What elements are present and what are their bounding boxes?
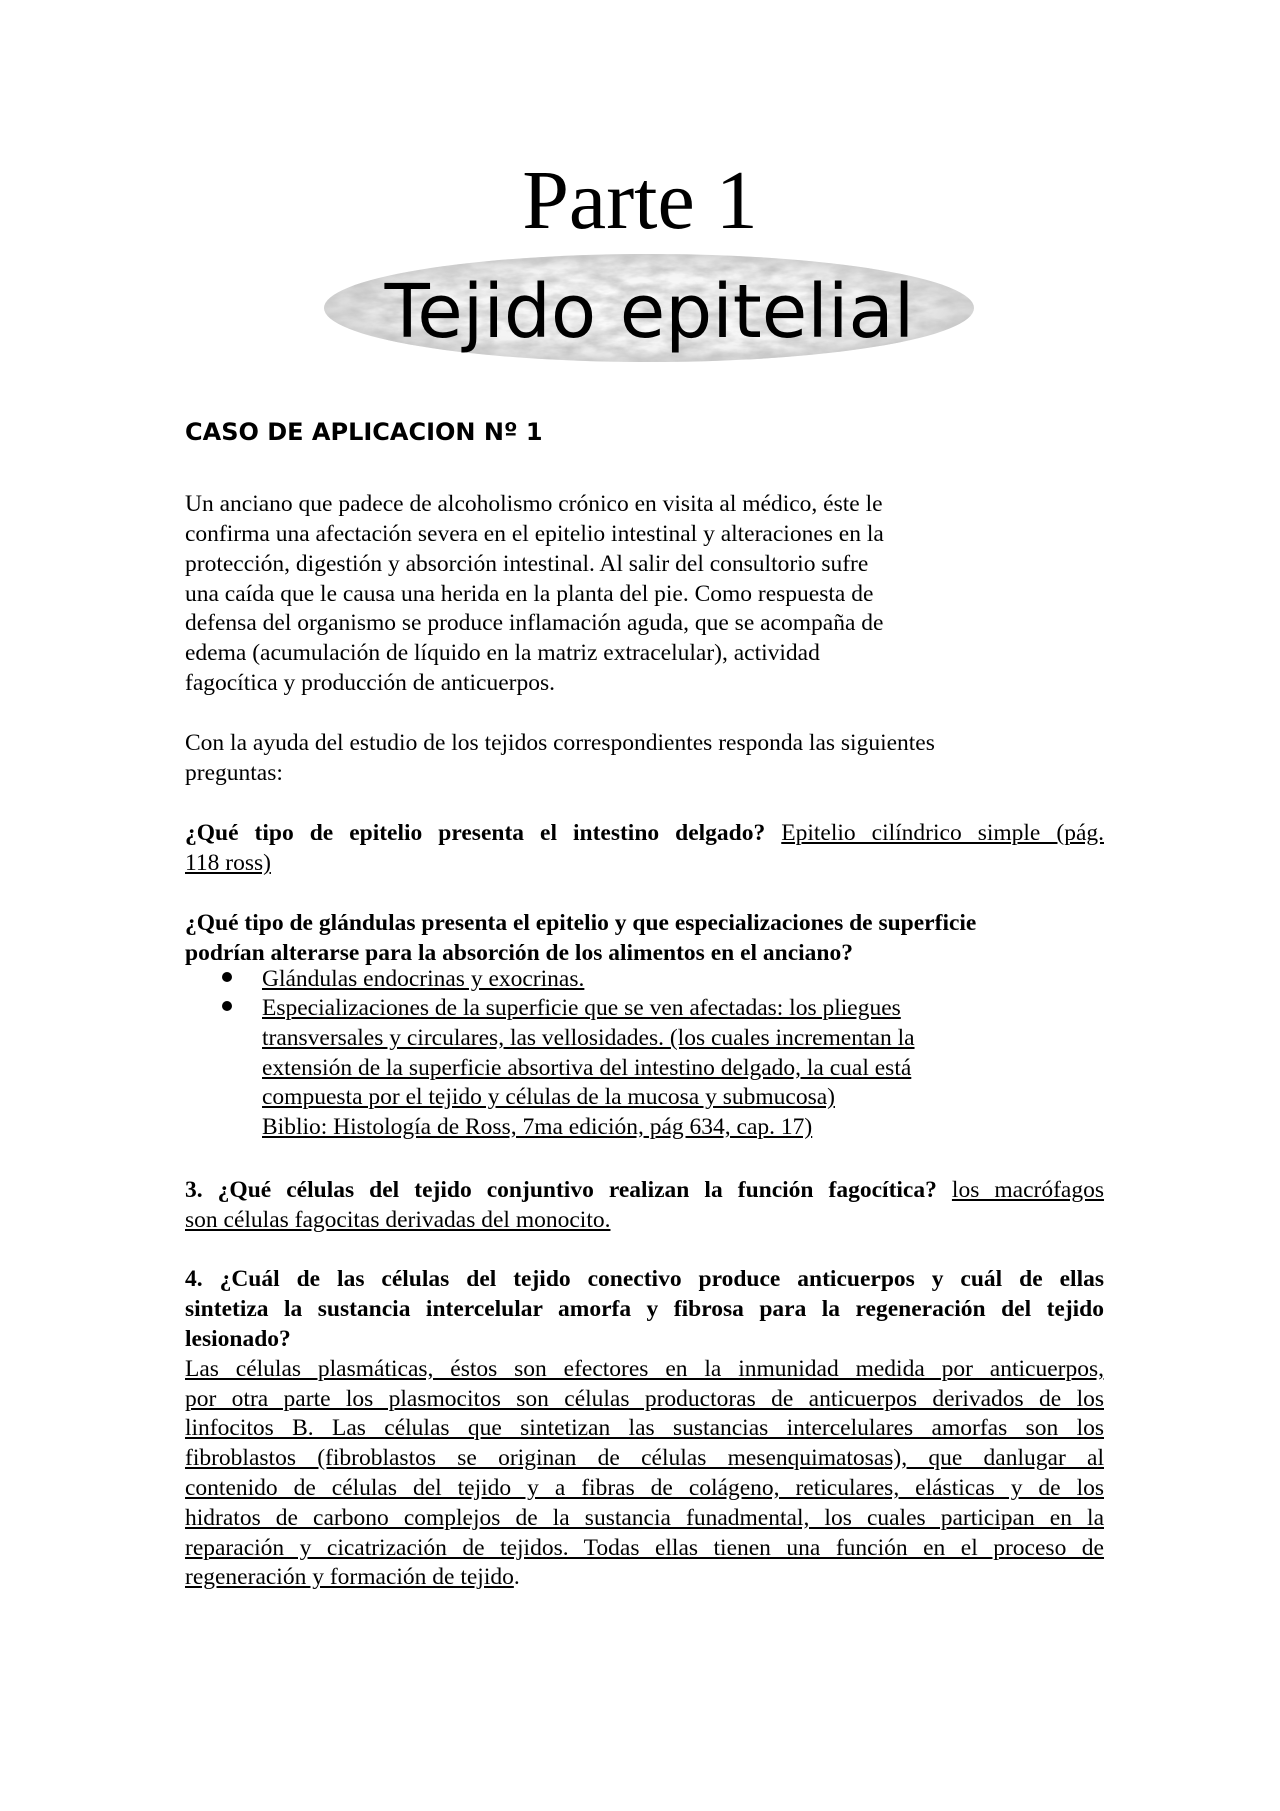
intro-line: edema (acumulación de líquido en la matriz extracelular), actividad	[185, 640, 820, 666]
intro-line: protección, digestión y absorción intestinal. Al salir del consultorio sufre	[185, 551, 869, 577]
bullet-item: Especializaciones de la superficie que se ven afectadas: los pliegues	[262, 995, 901, 1021]
intro-line: Un anciano que padece de alcoholismo crónico en visita al médico, éste le	[185, 491, 883, 517]
intro-line: confirma una afectación severa en el epitelio intestinal y alteraciones en la	[185, 521, 884, 547]
part-title: Parte 1	[522, 154, 758, 247]
answer-3: los macrófagos	[951, 1177, 1105, 1203]
title-banner	[322, 252, 977, 364]
question-3	[185, 1175, 1104, 1205]
answer-4-line: por otra parte los plasmocitos son células productoras de anticuerpos derivados de los	[185, 1386, 1104, 1412]
instruction-line: preguntas:	[185, 760, 283, 786]
case-heading: CASO DE APLICACION Nº 1	[185, 418, 543, 446]
question-1-text: ¿Qué tipo de epitelio presenta el intestino delgado?	[185, 820, 766, 846]
bibliography-note: Biblio: Histología de Ross, 7ma edición, pág 634, cap. 17)	[262, 1114, 813, 1140]
intro-line: defensa del organismo se produce inflamación aguda, que se acompaña de	[185, 610, 884, 636]
answer-3-cont: son células fagocitas derivadas del monocito.	[185, 1207, 611, 1233]
answer-1-cont: 118 ross)	[185, 850, 271, 876]
answer-4-last-line	[185, 1562, 520, 1592]
bullet-icon	[222, 1001, 232, 1011]
bullet-item: Glándulas endocrinas y exocrinas.	[262, 966, 585, 992]
answer-4-line: contenido de células del tejido y a fibras de colágeno, reticulares, elásticas y de los	[185, 1475, 1104, 1501]
answer-4-period: .	[513, 1564, 520, 1590]
question-1	[185, 818, 1104, 848]
bullet-item-cont: compuesta por el tejido y células de la mucosa y submucosa)	[262, 1084, 835, 1110]
answer-4-line: reparación y cicatrización de tejidos. Todas ellas tienen una función en el proceso de	[185, 1535, 1104, 1561]
answer-4-last: regeneración y formación de tejido	[185, 1564, 514, 1590]
bullet-icon	[222, 972, 232, 982]
intro-line: una caída que le causa una herida en la planta del pie. Como respuesta de	[185, 581, 874, 607]
question-4-line: sintetiza la sustancia intercelular amorfa y fibrosa para la regeneración del tejido	[185, 1296, 1104, 1322]
section-title: Tejido epitelial	[384, 269, 915, 355]
answer-1: Epitelio cilíndrico simple (pág.	[781, 820, 1104, 846]
bullet-item-cont: transversales y circulares, las vellosidades. (los cuales incrementan la	[262, 1025, 915, 1051]
answer-4-line: hidratos de carbono complejos de la sustancia funadmental, los cuales participan en la	[185, 1505, 1104, 1531]
answer-4-line: linfocitos B. Las células que sintetizan las sustancias intercelulares amorfas son los	[185, 1415, 1104, 1441]
answer-4-line: Las células plasmáticas, éstos son efectores en la inmunidad medida por anticuerpos,	[185, 1356, 1104, 1382]
bullet-item-cont: extensión de la superficie absortiva del intestino delgado, la cual está	[262, 1055, 912, 1081]
intro-line: fagocítica y producción de anticuerpos.	[185, 670, 555, 696]
answer-4-line: fibroblastos (fibroblastos se originan de células mesenquimatosas), que danlugar al	[185, 1445, 1104, 1471]
question-2-line: ¿Qué tipo de glándulas presenta el epitelio y que especializaciones de superficie	[185, 910, 977, 936]
question-2-line: podrían alterarse para la absorción de los alimentos en el anciano?	[185, 940, 854, 966]
instruction-line: Con la ayuda del estudio de los tejidos correspondientes responda las siguientes	[185, 730, 935, 756]
question-4-line: 4. ¿Cuál de las células del tejido conectivo produce anticuerpos y cuál de ellas	[185, 1266, 1104, 1292]
question-3-text: 3. ¿Qué células del tejido conjuntivo realizan la función fagocítica?	[185, 1177, 937, 1203]
question-4-line: lesionado?	[185, 1326, 291, 1352]
